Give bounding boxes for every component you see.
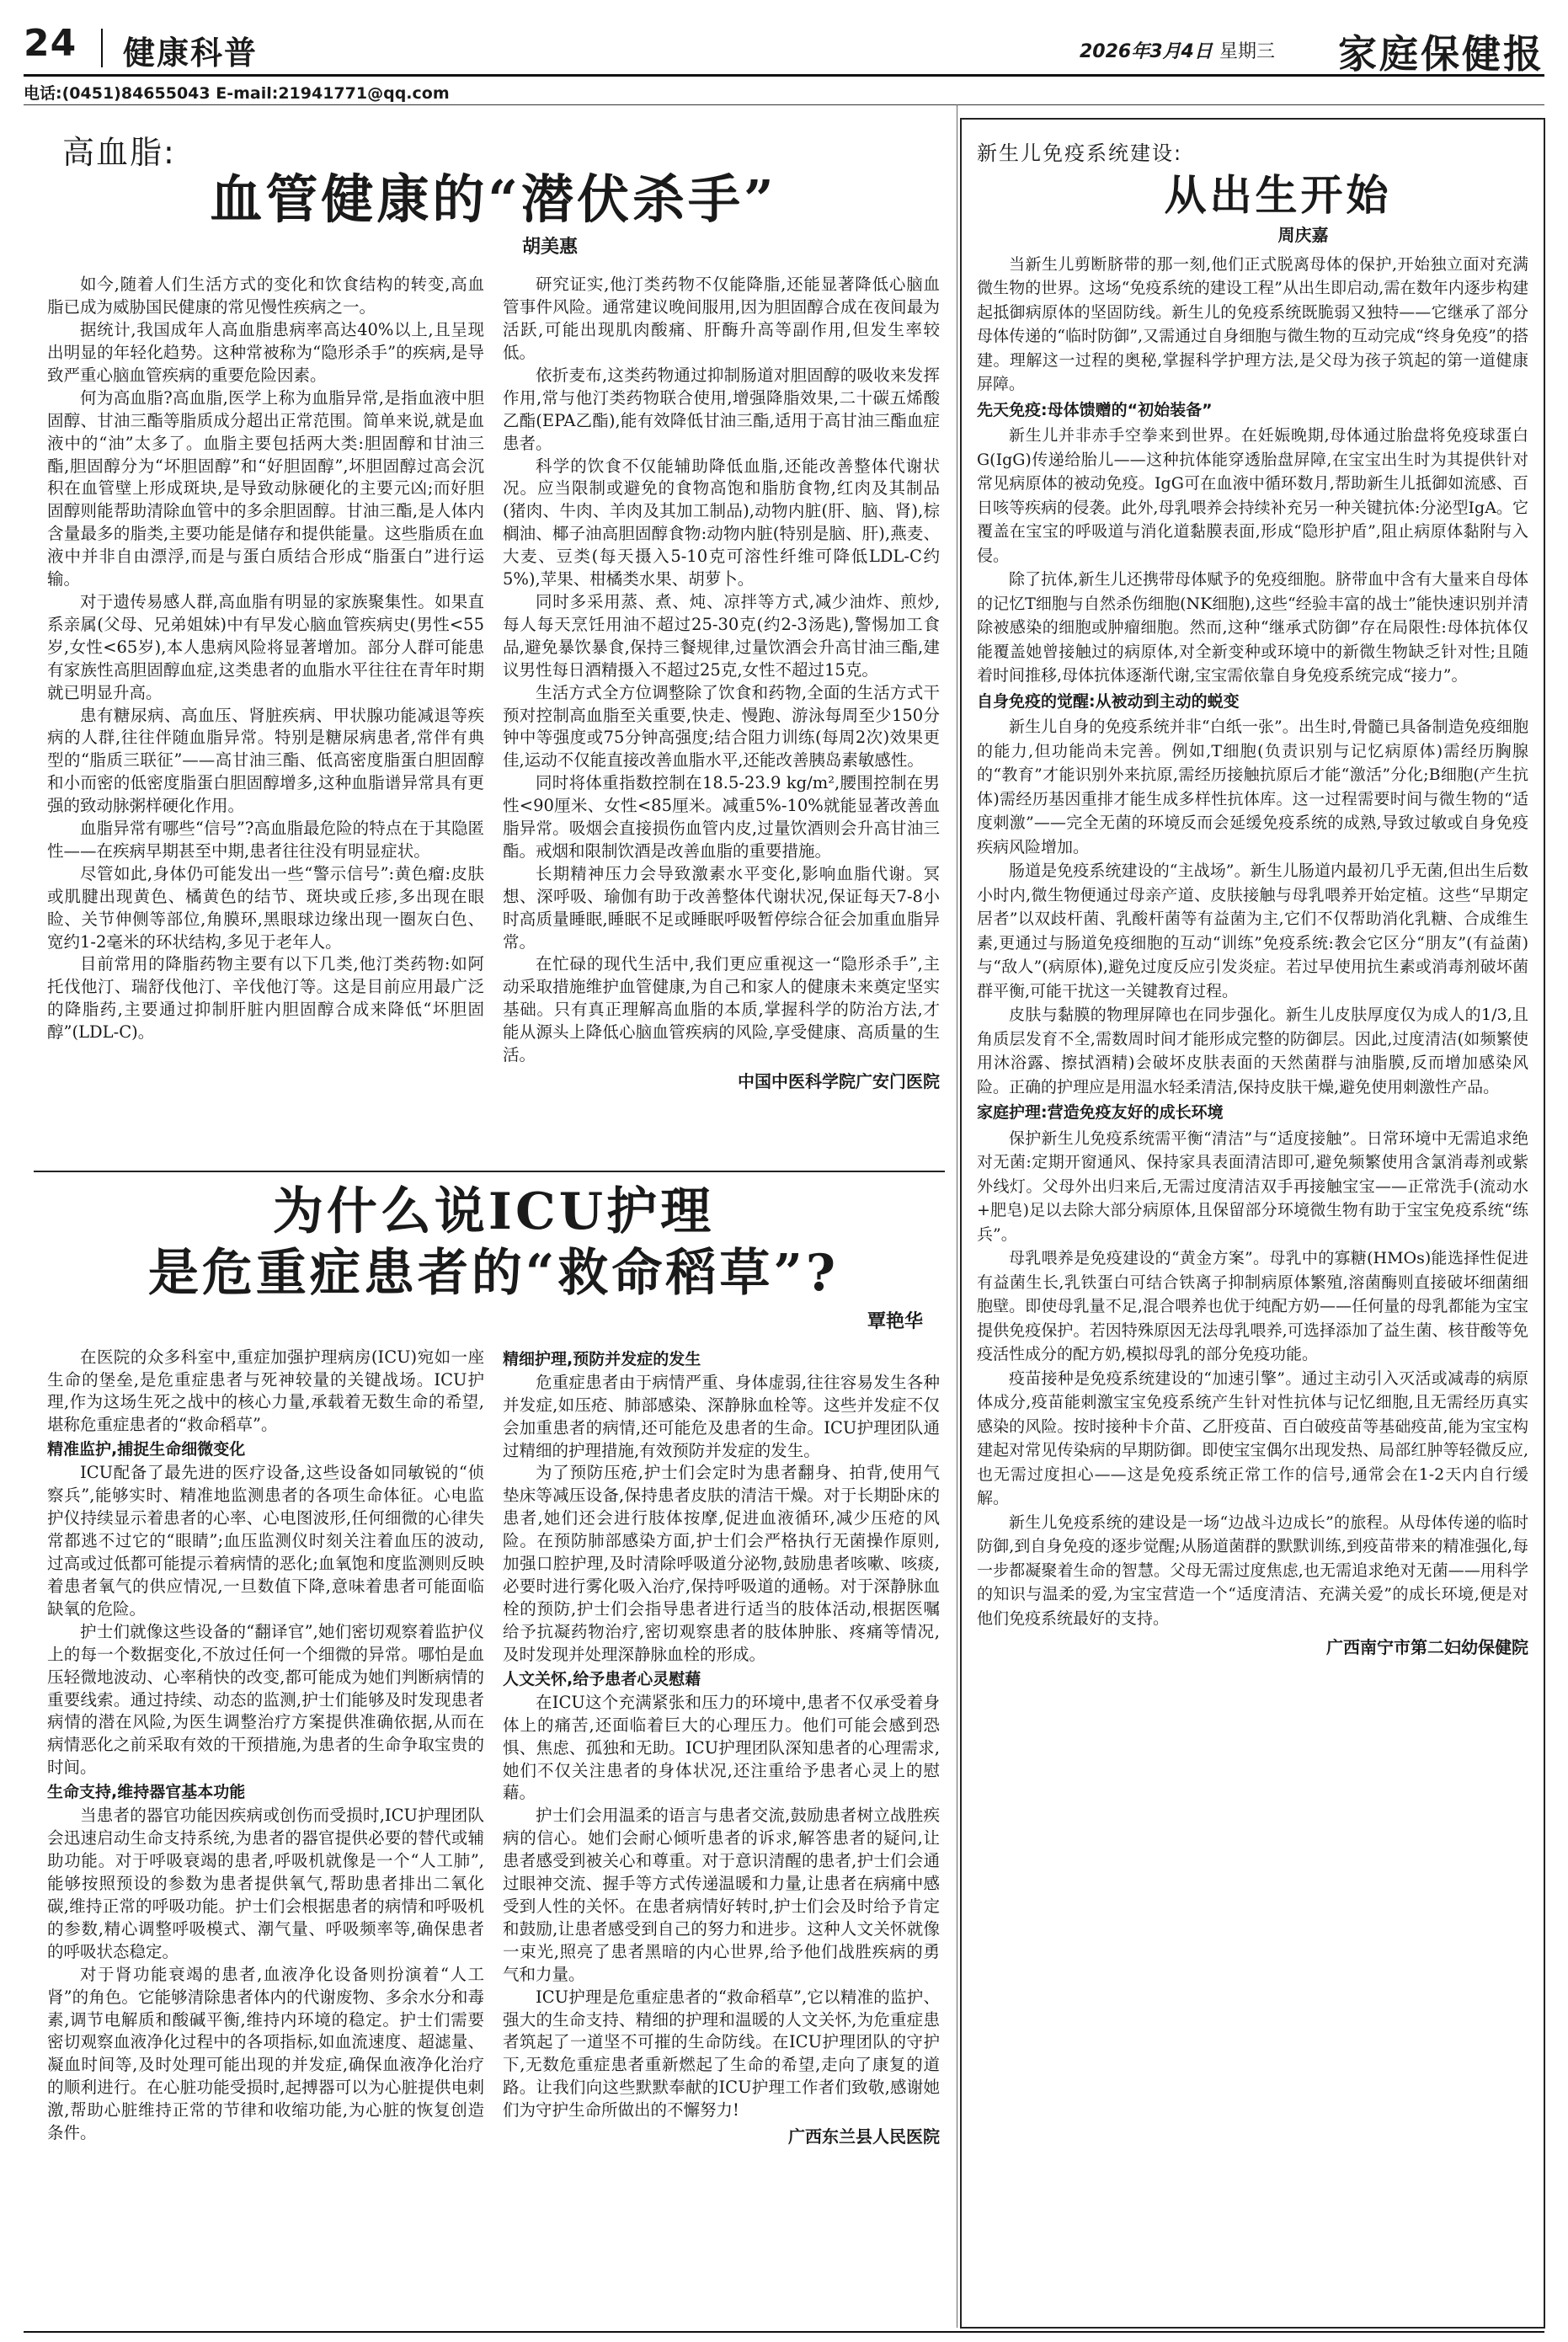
paragraph: 科学的饮食不仅能辅助降低血脂,还能改善整体代谢状况。应当限制或避免的食物高饱和脂肪食物,红肉及其制品(猪肉、牛肉、羊肉及其加工制品),动物内脏(肝、脑、肾),棕榈油、椰子油高胆固醇食物:动物内脏(特别是脑、肝),燕麦、大麦、豆类(每天摄入5-10克可溶性纤维可降低LDL-C约5%),苹果、柑橘类水果、胡萝卜。 [503,456,940,590]
article-body [977,253,1528,1631]
issue-weekday: 星期三 [1219,41,1276,62]
paragraph: 新生儿自身的免疫系统并非“白纸一张”。出生时,骨髓已具备制造免疫细胞的能力,但功能尚未完善。例如,T细胞(负责识别与记忆病原体)需经历胸腺的“教育”才能识别外来抗原,需经历接触抗原后才能“激活”分化;B细胞(产生抗体)需经历基因重排才能生成多样性抗体库。这一过程需要时间与微生物的“适度刺激”——完全无菌的环境反而会延缓免疫系统的成熟,导致过敏或自身免疫疾病风险增加。 [977,718,1528,856]
paragraph: ICU配备了最先进的医疗设备,这些设备如同敏锐的“侦察兵”,能够实时、精准地监测患者的各项生命体征。心电监护仪持续显示着患者的心率、心电图波形,任何细微的心律失常都逃不过它的“眼睛”;血压监测仪时刻关注着血压的波动,过高或过低都可能提示着病情的恶化;血氧饱和度监测则反映着患者氧气的供应情况,一旦数值下降,意味着患者可能面临缺氧的危险。 [47,1463,484,1619]
paragraph: 血脂异常有哪些“信号”?高血脂最危险的特点在于其隐匿性——在疾病早期甚至中期,患者往往没有明显症状。 [47,819,484,861]
paragraph: 当新生儿剪断脐带的那一刻,他们正式脱离母体的保护,开始独立面对充满微生物的世界。这场“免疫系统的建设工程”从出生即启动,需在数年内逐步构建起抵御病原体的坚固防线。新生儿的免疫系统既脆弱又独特——它继承了部分母体传递的“临时防御”,又需通过自身细胞与微生物的互动完成“终身免疫”的搭建。理解这一过程的奥秘,掌握科学护理方法,是父母为孩子筑起的第一道健康屏障。 [977,254,1528,393]
paragraph: 依折麦布,这类药物通过抑制肠道对胆固醇的吸收来发挥作用,常与他汀类药物联合使用,增强降脂效果,二十碳五烯酸乙酯(EPA乙酯),能有效降低甘油三酯,适用于高甘油三酯血症患者。 [503,365,940,453]
article-column-1 [47,274,484,1093]
article-byline: 胡美惠 [521,237,578,259]
paragraph: 尽管如此,身体仍可能发出一些“警示信号”:黄色瘤:皮肤或肌腱出现黄色、橘黄色的结节、斑块或丘疹,多出现在眼睑、关节伸侧等部位,角膜环,黑眼球边缘出现一圈灰白色、宽约1-2毫米的环状结构,多见于老年人。 [47,863,484,952]
paragraph: 护士们会用温柔的语言与患者交流,鼓励患者树立战胜疾病的信心。她们会耐心倾听患者的诉求,解答患者的疑问,让患者感受到被关心和尊重。对于意识清醒的患者,护士们会通过眼神交流、握手等方式传递温暖和力量,让患者在病痛中感受到人性的关怀。在患者病情好转时,护士们会及时给予肯定和鼓励,让患者感受到自己的努力和进步。这种人文关怀就像一束光,照亮了患者黑暗的内心世界,给予他们战胜疾病的勇气和力量。 [503,1806,940,1984]
article-divider [34,1171,945,1172]
paragraph: 皮肤与黏膜的物理屏障也在同步强化。新生儿皮肤厚度仅为成人的1/3,且角质层发育不全,需数周时间才能形成完整的防御层。因此,过度清洁(如频繁使用沐浴露、擦拭酒精)会破坏皮肤表面的天然菌群与油脂膜,反而增加感染风险。正确的护理应是用温水轻柔清洁,保持皮肤干燥,避免使用刺激性产品。 [977,1006,1528,1096]
issue-date: 2026年3月4日 [1080,41,1213,62]
paragraph: 在忙碌的现代生活中,我们更应重视这一“隐形杀手”,主动采取措施维护血管健康,为自己和家人的健康未来奠定坚实基础。只有真正理解高血脂的本质,掌握科学的防治方法,才能从源头上降低心脑血管疾病的风险,享受健康、高质量的生活。 [503,954,940,1065]
paragraph: 同时多采用蒸、煮、炖、凉拌等方式,减少油炸、煎炒,每人每天烹饪用油不超过25-30克(约2-3汤匙),警惕加工食品,避免暴饮暴食,保持三餐规律,过量饮酒会升高甘油三酯,建议男性每日酒精摄入不超过25克,女性不超过15克。 [503,591,940,680]
paragraph: 同时将体重指数控制在18.5-23.9 kg/m²,腰围控制在男性<90厘米、女性<85厘米。减重5%-10%就能显著改善血脂异常。吸烟会直接损伤血管内皮,过量饮酒则会升高甘油三酯。戒烟和限制饮酒是改善血脂的重要措施。 [503,773,940,861]
paragraph: 在ICU这个充满紧张和压力的环境中,患者不仅承受着身体上的痛苦,还面临着巨大的心理压力。他们可能会感到恐惧、焦虑、孤独和无助。ICU护理团队深知患者的心理需求,她们不仅关注患者的身体状况,还注重给予患者心灵上的慰藉。 [503,1692,940,1803]
article-kicker: 新生儿免疫系统建设: [977,141,1183,165]
paragraph: 肠道是免疫系统建设的“主战场”。新生儿肠道内最初几乎无菌,但出生后数小时内,微生物便通过母亲产道、皮肤接触与母乳喂养开始定植。这些“早期定居者”以双歧杆菌、乳酸杆菌等有益菌为主,它们不仅帮助消化乳糖、合成维生素,更通过与肠道免疫细胞的互动“训练”免疫系统:教会它区分“朋友”(有益菌)与“敌人”(病原体),避免过度反应引发炎症。若过早使用抗生素或消毒剂破坏菌群平衡,可能干扰这一关键教育过程。 [977,862,1528,1000]
paragraph: 保护新生儿免疫系统需平衡“清洁”与“适度接触”。日常环境中无需追求绝对无菌:定期开窗通风、保持家具表面清洁即可,避免频繁使用含氯消毒剂或紫外线灯。父母外出归来后,无需过度清洁双手再接触宝宝——正常洗手(流动水+肥皂)足以去除大部分病原体,且保留部分环境微生物有助于宝宝免疫系统“练兵”。 [977,1128,1528,1244]
paragraph: 据统计,我国成年人高血脂患病率高达40%以上,且呈现出明显的年轻化趋势。这种常被称为“隐形杀手”的疾病,是导致严重心脑血管疾病的重要危险因素。 [47,320,484,385]
paragraph: 对于遗传易感人群,高血脂有明显的家族聚集性。如果直系亲属(父母、兄弟姐妹)中有早发心脑血管疾病史(男性<55岁,女性<65岁),本人患病风险将显著增加。部分人群可能患有家族性高胆固醇血症,这类患者的血脂水平往往在青年时期就已明显升高。 [47,591,484,702]
article-source: 广西东兰县人民医院 [788,2126,940,2147]
paragraph: 当患者的器官功能因疾病或创伤而受损时,ICU护理团队会迅速启动生命支持系统,为患者的器官提供必要的替代或辅助功能。对于呼吸衰竭的患者,呼吸机就像是一个“人工肺”,能够按照预设的参数为患者提供氧气,帮助患者排出二氧化碳,维持正常的呼吸功能。护士们会根据患者的病情和呼吸机的参数,精心调整呼吸模式、潮气量、呼吸频率等,确保患者的呼吸状态稳定。 [47,1806,484,1961]
article-hyperlipidemia [47,126,940,1158]
subheading: 自身免疫的觉醒:从被动到主动的蜕变 [977,691,1240,711]
paragraph: 在医院的众多科室中,重症加强护理病房(ICU)宛如一座生命的堡垒,是危重症患者与死神较量的关键战场。ICU护理,作为这场生死之战中的核心力量,承载着无数生命的希望,堪称危重症患者的“救命稻草”。 [47,1347,484,1435]
paragraph: 患有糖尿病、高血压、肾脏疾病、甲状腺功能减退等疾病的人群,往往伴随血脂异常。特别是糖尿病患者,常伴有典型的“脂质三联征”——高甘油三酯、低高密度脂蛋白胆固醇和小而密的低密度脂蛋白胆固醇增多,这种血脂谱异常具有更强的致动脉粥样硬化作用。 [47,705,484,816]
paragraph: 对于肾功能衰竭的患者,血液净化设备则扮演着“人工肾”的角色。它能够清除患者体内的代谢废物、多余水分和毒素,调节电解质和酸碱平衡,维持内环境的稳定。护士们需要密切观察血液净化过程中的各项指标,如血流速度、超滤量、凝血时间等,及时处理可能出现的并发症,确保血液净化治疗的顺利进行。在心脏功能受损时,起搏器可以为心脏提供电刺激,帮助心脏维持正常的节律和收缩功能,为心脏的恢复创造条件。 [47,1964,484,2143]
article-byline: 覃艳华 [867,1310,923,1332]
masthead [24,22,1544,77]
paragraph: 目前常用的降脂药物主要有以下几类,他汀类药物:如阿托伐他汀、瑞舒伐他汀、辛伐他汀等。这是目前应用最广泛的降脂药,主要通过抑制肝脏内胆固醇合成来降低“坏胆固醇”(LDL-C)。 [47,954,484,1043]
article-headline-line-2: 是危重症患者的“救命稻草”? [147,1243,840,1303]
footer-rule [24,2331,1544,2333]
subheading: 人文关怀,给予患者心灵慰藉 [503,1669,701,1688]
paragraph: 疫苗接种是免疫系统建设的“加速引擎”。通过主动引入灭活或减毒的病原体成分,疫苗能刺激宝宝免疫系统产生针对性抗体与记忆细胞,且无需经历真实感染的风险。按时接种卡介苗、乙肝疫苗、百白破疫苗等基础疫苗,能为宝宝构建起对常见传染病的早期防御。即使宝宝偶尔出现发热、局部红肿等轻微反应,也无需过度担心——这是免疫系统正常工作的信号,通常会在1-2天内自行缓解。 [977,1368,1528,1507]
masthead-divider [101,29,103,67]
subheading: 精准监护,捕捉生命细微变化 [47,1440,246,1459]
section-title: 健康科普 [123,34,259,72]
paragraph: 除了抗体,新生儿还携带母体赋予的免疫细胞。脐带血中含有大量来自母体的记忆T细胞与自然杀伤细胞(NK细胞),这些“经验丰富的战士”能快速识别并清除被感染的细胞或肿瘤细胞。然而,这种“继承式防御”存在局限性:母体抗体仅能覆盖她曾接触过的病原体,对全新变种或环境中的新微生物缺乏针对性;且随着时间推移,母体抗体逐渐代谢,宝宝需依靠自身免疫系统完成“接力”。 [977,570,1528,685]
paragraph: 研究证实,他汀类药物不仅能降脂,还能显著降低心脑血管事件风险。通常建议晚间服用,因为胆固醇合成在夜间最为活跃,可能出现肌肉酸痛、肝酶升高等副作用,但发生率较低。 [503,275,940,363]
article-headline-line-1: 为什么说ICU护理 [272,1182,715,1241]
paragraph: 新生儿免疫系统的建设是一场“边战斗边成长”的旅程。从母体传递的临时防御,到自身免疫的逐步觉醒;从肠道菌群的默默训练,到疫苗带来的精准强化,每一步都凝聚着生命的智慧。父母无需过度焦虑,也无需追求绝对无菌——用科学的知识与温柔的爱,为宝宝营造一个“适度清洁、充满关爱”的成长环境,便是对他们免疫系统最好的支持。 [977,1512,1528,1628]
article-icu-nursing [47,1181,940,2326]
paragraph: 如今,随着人们生活方式的变化和饮食结构的转变,高血脂已成为威胁国民健康的常见慢性疾病之一。 [47,275,484,317]
article-column-1 [47,1347,484,2149]
paragraph: 长期精神压力会导致激素水平变化,影响血脂代谢。冥想、深呼吸、瑜伽有助于改善整体代谢状况,保证每天7-8小时高质量睡眠,睡眠不足或睡眠呼吸暂停综合征会加重血脂异常。 [503,863,940,952]
paragraph: 新生儿并非赤手空拳来到世界。在妊娠晚期,母体通过胎盘将免疫球蛋白G(IgG)传递给胎儿——这种抗体能穿透胎盘屏障,在宝宝出生时为其提供针对常见病原体的被动免疫。IgG可在血液中循环数月,帮助新生儿抵御如流感、百日咳等疾病的侵袭。此外,母乳喂养会持续补充另一种关键抗体:分泌型IgA。它覆盖在宝宝的呼吸道与消化道黏膜表面,形成“隐形护盾”,阻止病原体黏附与入侵。 [977,426,1528,565]
paragraph: 危重症患者由于病情严重、身体虚弱,往往容易发生各种并发症,如压疮、肺部感染、深静脉血栓等。这些并发症不仅会加重患者的病情,还可能危及患者的生命。ICU护理团队通过精细的护理措施,有效预防并发症的发生。 [503,1372,940,1460]
paragraph: 护士们就像这些设备的“翻译官”,她们密切观察着监护仪上的每一个数据变化,不放过任何一个细微的异常。哪怕是血压轻微地波动、心率稍快的改变,都可能成为她们判断病情的重要线索。通过持续、动态的监测,护士们能够及时发现患者病情的潜在风险,为医生调整治疗方案提供准确依据,从而在病情恶化之前采取有效的干预措施,为患者的生命争取宝贵的时间。 [47,1621,484,1778]
paragraph: ICU护理是危重症患者的“救命稻草”,它以精准的监护、强大的生命支持、精细的护理和温暖的人文关怀,为危重症患者筑起了一道坚不可摧的生命防线。在ICU护理团队的守护下,无数危重症患者重新燃起了生命的希望,走向了康复的道路。让我们向这些默默奉献的ICU护理工作者们致敬,感谢她们为守护生命所做出的不懈努力! [503,1987,940,2121]
header-rule [24,104,1544,105]
article-byline: 周庆嘉 [1277,224,1329,245]
paragraph: 何为高血脂?高血脂,医学上称为血脂异常,是指血液中胆固醇、甘油三酯等脂质成分超出正常范围。简单来说,就是血液中的“油”太多了。血脂主要包括两大类:胆固醇和甘油三酯,胆固醇分为“坏胆固醇”和“好胆固醇”,坏胆固醇过高会沉积在血管壁上形成斑块,是导致动脉硬化的主要元凶;而好胆固醇则能帮助清除血管中的多余胆固醇。甘油三酯,是人体内含量最多的脂类,主要功能是储存和提供能量。这些脂质在血液中并非自由漂浮,而是与蛋白质结合形成“脂蛋白”进行运输。 [47,387,484,590]
article-headline: 血管健康的“潜伏杀手” [210,168,777,230]
article-source: 广西南宁市第二妇幼保健院 [1326,1637,1528,1657]
page-number: 24 [24,22,77,65]
article-source: 中国中医科学院广安门医院 [738,1071,940,1092]
subheading: 生命支持,维持器官基本功能 [47,1783,246,1802]
subheading: 先天免疫:母体馈赠的“初始装备” [977,400,1213,419]
subheading: 家庭护理:营造免疫友好的成长环境 [977,1103,1224,1122]
subheading: 精细护理,预防并发症的发生 [503,1349,701,1368]
newspaper-name: 家庭保健报 [1338,31,1544,77]
article-newborn-immunity [960,118,1545,2329]
paragraph: 为了预防压疮,护士们会定时为患者翻身、拍背,使用气垫床等减压设备,保持患者皮肤的清洁干燥。对于长期卧床的患者,她们还会进行肢体按摩,促进血液循环,减少压疮的风险。在预防肺部感染方面,护士们会严格执行无菌操作原则,加强口腔护理,及时清除呼吸道分泌物,鼓励患者咳嗽、咳痰,必要时进行雾化吸入治疗,保持呼吸道的通畅。对于深静脉血栓的预防,护士们会指导患者进行适当的肢体活动,根据医嘱给予抗凝药物治疗,密切观察患者的肢体肿胀、疼痛等情况,及时发现并处理深静脉血栓的形成。 [503,1463,940,1664]
paragraph: 母乳喂养是免疫建设的“黄金方案”。母乳中的寡糖(HMOs)能选择性促进有益菌生长,乳铁蛋白可结合铁离子抑制病原体繁殖,溶菌酶则直接破坏细菌细胞壁。即使母乳量不足,混合喂养也优于纯配方奶——任何量的母乳都能为宝宝提供免疫保护。若因特殊原因无法母乳喂养,可选择添加了益生菌、核苷酸等免疫活性成分的配方奶,模拟母乳的部分免疫功能。 [977,1249,1528,1363]
article-kicker: 高血脂: [62,134,176,171]
article-headline: 从出生开始 [1164,170,1392,220]
article-column-2 [503,1347,940,2149]
contact-line: 电话:(0451)84655043 E-mail:21941771@qq.com [24,84,450,103]
article-column-2 [503,274,940,1093]
paragraph: 生活方式全方位调整除了饮食和药物,全面的生活方式干预对控制高血脂至关重要,快走、慢跑、游泳每周至少150分钟中等强度或75分钟高强度;结合阻力训练(每周2次)效果更佳,运动不仅能直接改善血脂水平,还能改善胰岛素敏感性。 [503,682,940,771]
